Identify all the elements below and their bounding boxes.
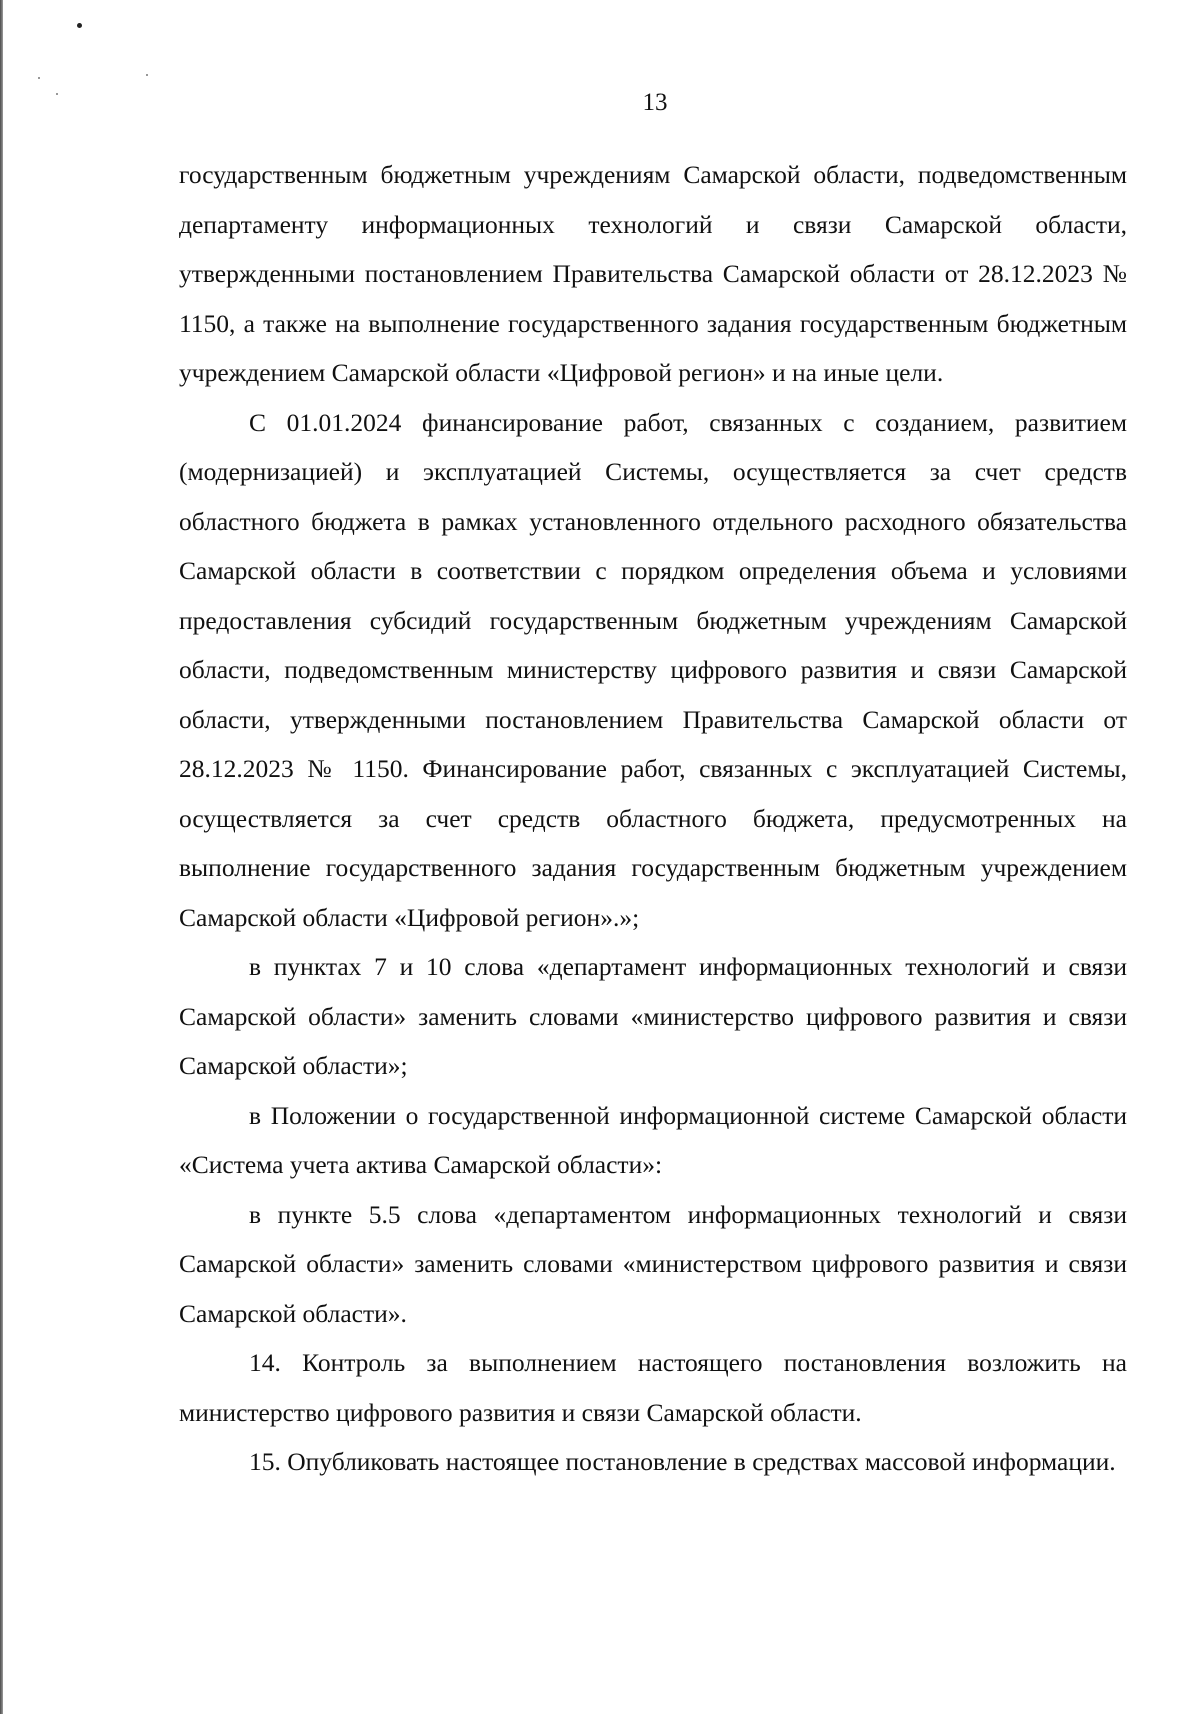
paragraph-point-5-5: в пункте 5.5 слова «департаментом информационных технологий и связи Самарской области» заменить словами «министерством цифрового развития и связи Самарской области». <box>179 1199 1127 1328</box>
paragraph-regulation: в Положении о государственной информационной системе Самарской области «Система учета актива Самарской области»: <box>179 1100 1127 1179</box>
paragraph-points-7-10: в пунктах 7 и 10 слова «департамент информационных технологий и связи Самарской области» заменить словами «министерство цифрового развития и связи Самарской области»; <box>179 952 1127 1080</box>
document-body <box>179 150 1127 1487</box>
paragraph-continuation: государственным бюджетным учреждениям Самарской области, подведомственным департаменту информационных технологий и связи Самарской области, утвержденными постановлением Правительства Самарской области от 28.12.2023 № 1150, а также на выполнение государственного задания государственным бюджетным учреждением Самарской области «Цифровой регион» и на иные цели. <box>179 160 1127 387</box>
scan-speck <box>146 74 148 76</box>
page-number: 13 <box>642 89 668 116</box>
paragraph-financing: С 01.01.2024 финансирование работ, связанных с созданием, развитием (модернизацией) и эксплуатацией Системы, осуществляется за счет средств областного бюджета в рамках установленного отдельного расходного обязательства Самарской области в соответствии с порядком определения объема и условиями предоставления субсидий государственным бюджетным учреждениям Самарской области, подведомственным министерству цифрового развития и связи Самарской области, утвержденными постановлением Правительства Самарской области от 28.12.2023 № 1150. Финансирование работ, связанных с эксплуатацией Системы, осуществляется за счет средств областного бюджета, предусмотренных на выполнение государственного задания государственным бюджетным учреждением Самарской области «Цифровой регион».»; <box>179 407 1127 932</box>
scan-dot <box>77 23 82 28</box>
paragraph-item-14: 14. Контроль за выполнением настоящего постановления возложить на министерство цифрового развития и связи Самарской области. <box>179 1348 1127 1427</box>
paragraph-item-15: 15. Опубликовать настоящее постановление в средствах массовой информации. <box>249 1447 1116 1476</box>
scan-left-edge <box>0 0 3 1714</box>
scan-speck <box>38 77 40 79</box>
